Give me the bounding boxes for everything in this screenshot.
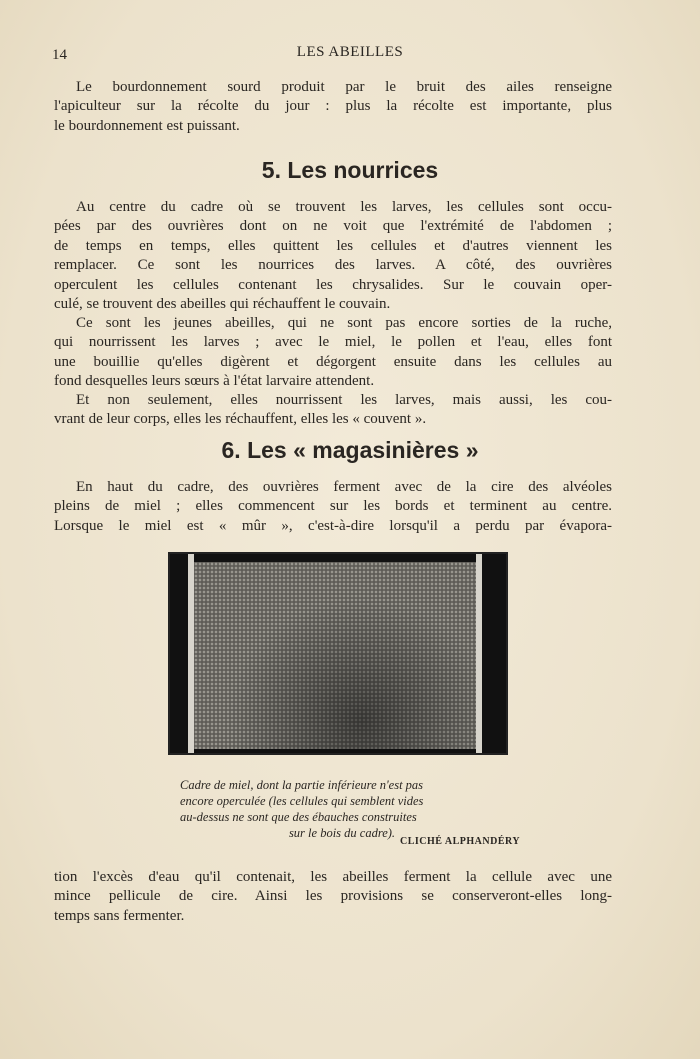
- frame-wood-right: [476, 554, 482, 753]
- frame-wood-left: [188, 554, 194, 753]
- text-line: vrant de leur corps, elles les réchauffent, elles les « couvent ».: [54, 411, 427, 428]
- text-line: Le bourdonnement sourd produit par le bruit des ailes renseigne: [76, 79, 612, 95]
- text-line: une bouillie qu'elles digèrent et dégorgent ensuite dans les cellules au: [54, 353, 612, 370]
- text-line: de temps en temps, elles quittent les cellules et d'autres viennent les: [54, 237, 612, 254]
- figure-caption: [180, 777, 504, 841]
- text-line: remplacer. Ce sont les nourrices des larves. A côté, des ouvrières: [54, 257, 612, 274]
- honeycomb-image: [190, 562, 476, 749]
- text-line: Et non seulement, elles nourrissent les larves, mais aussi, les cou-: [76, 392, 612, 408]
- section-heading-nourrices: 5. Les nourrices: [261, 157, 439, 183]
- nourrices-paragraph-2: [54, 314, 612, 392]
- text-line: mince pellicule de cire. Ainsi les provisions se conserveront-elles long-: [54, 888, 612, 905]
- text-line: fond desquelles leurs sœurs à l'état larvaire attendent.: [54, 373, 375, 390]
- caption-line: encore operculée (les cellules qui semblent vides: [180, 794, 424, 808]
- nourrices-paragraph-3: [54, 391, 612, 430]
- text-line: le bourdonnement est puissant.: [54, 117, 240, 134]
- caption-line: au-dessus ne sont que des ébauches construites: [180, 810, 417, 824]
- text-line: Lorsque le miel est « mûr », c'est-à-dire lorsqu'il a perdu par évapora-: [54, 517, 612, 534]
- magasinieres-paragraph-2: [54, 868, 612, 926]
- text-line: Ce sont les jeunes abeilles, qui ne sont pas encore sorties de la ruche,: [76, 315, 612, 331]
- text-line: qui nourrissent les larves ; avec le miel, le pollen et l'eau, elles font: [54, 334, 612, 351]
- text-line: pleins de miel ; elles commencent sur les bords et terminent au centre.: [54, 498, 612, 515]
- honeycomb-frame-photo: [168, 552, 508, 755]
- photo-credit: CLICHÉ ALPHANDÉRY: [400, 836, 521, 847]
- caption-line: sur le bois du cadre).: [288, 826, 396, 840]
- section-heading-magasinieres: 6. Les « magasinières »: [221, 437, 479, 463]
- caption-line: Cadre de miel, dont la partie inférieure n'est pas: [180, 778, 424, 792]
- text-line: pées par des ouvrières dont on ne voit que l'extrémité de l'abdomen ;: [54, 218, 612, 235]
- magasinieres-paragraph-1: [54, 478, 612, 536]
- text-line: temps sans fermenter.: [54, 907, 185, 924]
- text-line: culé, se trouvent des abeilles qui réchauffent le couvain.: [54, 296, 391, 313]
- text-line: tion l'excès d'eau qu'il contenait, les abeilles ferment la cellule avec une: [54, 869, 612, 885]
- text-line: l'apiculteur sur la récolte du jour : plus la récolte est importante, plus: [54, 98, 612, 115]
- intro-paragraph: [54, 78, 612, 136]
- page-number: 14: [52, 47, 67, 63]
- text-line: En haut du cadre, des ouvrières ferment avec de la cire des alvéoles: [76, 479, 612, 495]
- text-line: operculent les cellules contenant les chrysalides. Sur le couvain oper-: [54, 276, 612, 293]
- text-line: Au centre du cadre où se trouvent les larves, les cellules sont occu-: [76, 199, 612, 215]
- nourrices-paragraph-1: [54, 198, 612, 314]
- running-title: LES ABEILLES: [296, 44, 404, 60]
